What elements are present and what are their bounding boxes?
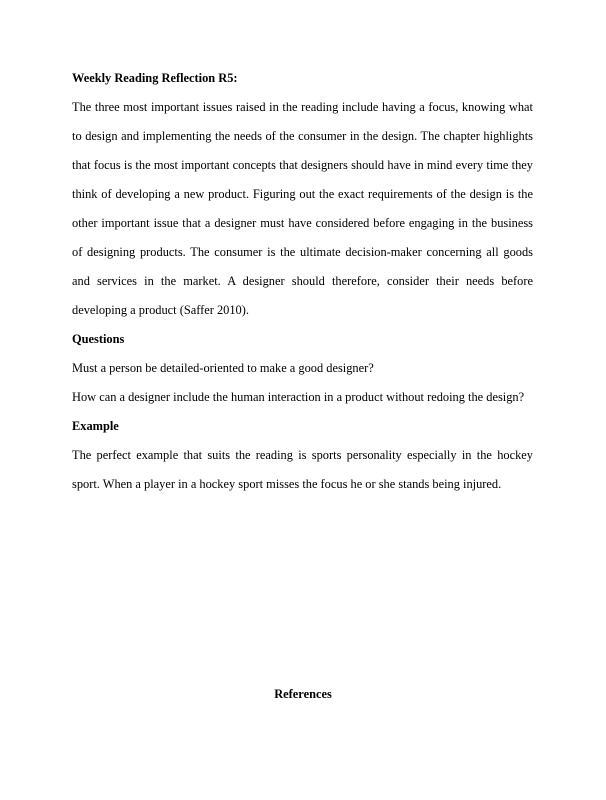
document-body [72,64,533,499]
intro-paragraph: The three most important issues raised in the reading include having a focus, knowing what to design and implementing the needs of the consumer in the design. The chapter highlights that focus is the most important concepts that designers should have in mind every time they think of developing a new product. Figuring out the exact requirements of the design is the other important issue that a designer must have considered before engaging in the business of designing products. The consumer is the ultimate decision-maker concerning all goods and services in the market. A designer should therefore, consider their needs before developing a product (Saffer 2010). [72,100,533,317]
question-item: Must a person be detailed-oriented to make a good designer? [72,361,374,375]
references-heading: References [274,687,332,701]
example-paragraph: The perfect example that suits the reading is sports personality especially in the hockey sport. When a player in a hockey sport misses the focus he or she stands being injured. [72,448,533,491]
question-item: How can a designer include the human interaction in a product without redoing the design? [72,390,525,404]
document-title: Weekly Reading Reflection R5: [72,71,238,85]
example-heading: Example [72,419,119,433]
questions-heading: Questions [72,332,125,346]
